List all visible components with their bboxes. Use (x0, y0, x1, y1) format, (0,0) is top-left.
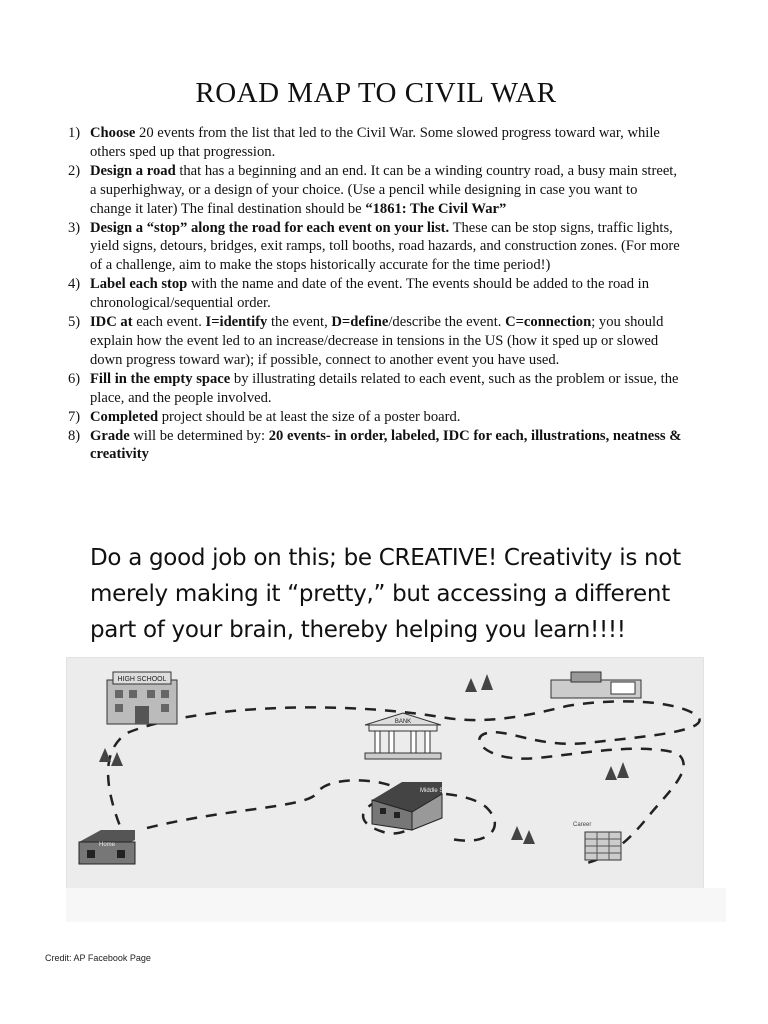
instruction-emphasis: C=connection (505, 314, 592, 331)
bank-building (365, 713, 441, 759)
instruction-item (62, 427, 682, 465)
high-school-label: HIGH SCHOOL (117, 676, 167, 683)
instruction-emphasis: Choose (90, 125, 136, 141)
instruction-number: 2) (68, 162, 81, 179)
instruction-text: project should be at least the size of a poster board. (158, 408, 461, 425)
instruction-text: each event. (132, 314, 206, 331)
middle-school-label: Middle School (420, 788, 458, 794)
high-school-building (107, 672, 177, 724)
instruction-number: 5) (68, 314, 81, 331)
instruction-item (62, 162, 682, 219)
home-building (79, 830, 135, 864)
instruction-emphasis: Design a “stop” along the road for each event on your list. (90, 219, 450, 236)
instruction-text: with the name and date of the event. The events should be added to the road in chronological/sequential order. (90, 276, 650, 312)
office-building (551, 672, 641, 698)
creativity-note: Do a good job on this; be CREATIVE! Creativity is not merely making it “pretty,” but accessing a different part of your brain, thereby helping you learn!!!! (90, 545, 681, 643)
instruction-text: ; you should explain how the event led to an increase/decrease in tensions in the US (how it sped up or slowed down progress toward war); if possible, connect to another event you have used. (90, 314, 664, 368)
bank-label: BANK (394, 719, 412, 725)
instruction-text: These can be stop signs, traffic lights, yield signs, detours, bridges, exit ramps, toll booths, road hazards, and construction zones. (For more of a challenge, aim to make the stops historically accurate for the time period!) (90, 219, 680, 274)
page-title: ROAD MAP TO CIVIL WAR (195, 77, 557, 109)
instruction-item (62, 370, 682, 408)
instruction-number: 8) (68, 427, 81, 444)
instruction-emphasis: Label each stop (90, 276, 188, 293)
instruction-text: the event, (267, 314, 332, 331)
road-map-drawing (67, 658, 703, 890)
instruction-emphasis: Completed (90, 408, 159, 425)
instruction-item (62, 275, 682, 313)
instruction-emphasis: D=define (331, 314, 389, 331)
instruction-emphasis: I=identify (205, 314, 268, 331)
instruction-item (62, 219, 682, 276)
instruction-text: 20 events from the list that led to the Civil War. Some slowed progress toward war, while others sped up that progression. (90, 125, 660, 160)
instruction-emphasis: Fill in the empty space (90, 370, 231, 387)
instruction-text: that has a beginning and an end. It can be a winding country road, a busy main street, a superhighway, or a design of your choice. (Use a pencil while designing in case you want to change it later) The final destination should be (90, 162, 677, 217)
instruction-item (62, 313, 682, 370)
instruction-number: 3) (68, 219, 81, 236)
home-label: Home (98, 842, 116, 848)
career-building (573, 822, 621, 860)
road-map-illustration (66, 657, 704, 891)
credit-line: Credit: AP Facebook Page (45, 953, 151, 963)
instruction-number: 7) (68, 408, 81, 425)
instruction-number: 1) (68, 125, 81, 141)
instruction-emphasis: Design a road (90, 162, 176, 179)
instruction-number: 6) (68, 370, 81, 387)
map-margin (66, 888, 726, 922)
instruction-text: /describe the event. (388, 314, 506, 331)
instruction-text: will be determined by: (129, 427, 269, 444)
instruction-emphasis: Grade (90, 427, 130, 444)
instruction-number: 4) (68, 276, 81, 293)
instruction-emphasis: 20 events- in order, labeled, IDC for each, illustrations, neatness & creativity (90, 427, 682, 463)
instruction-list (62, 124, 682, 464)
instruction-item (62, 408, 682, 427)
instruction-item (62, 124, 682, 162)
middle-school-building (372, 782, 458, 830)
career-label: Career (573, 822, 592, 828)
instruction-emphasis: IDC at (90, 314, 133, 331)
instruction-text: by illustrating details related to each event, such as the problem or issue, the place, and the people involved. (90, 370, 679, 406)
instruction-emphasis: “1861: The Civil War” (365, 200, 507, 217)
